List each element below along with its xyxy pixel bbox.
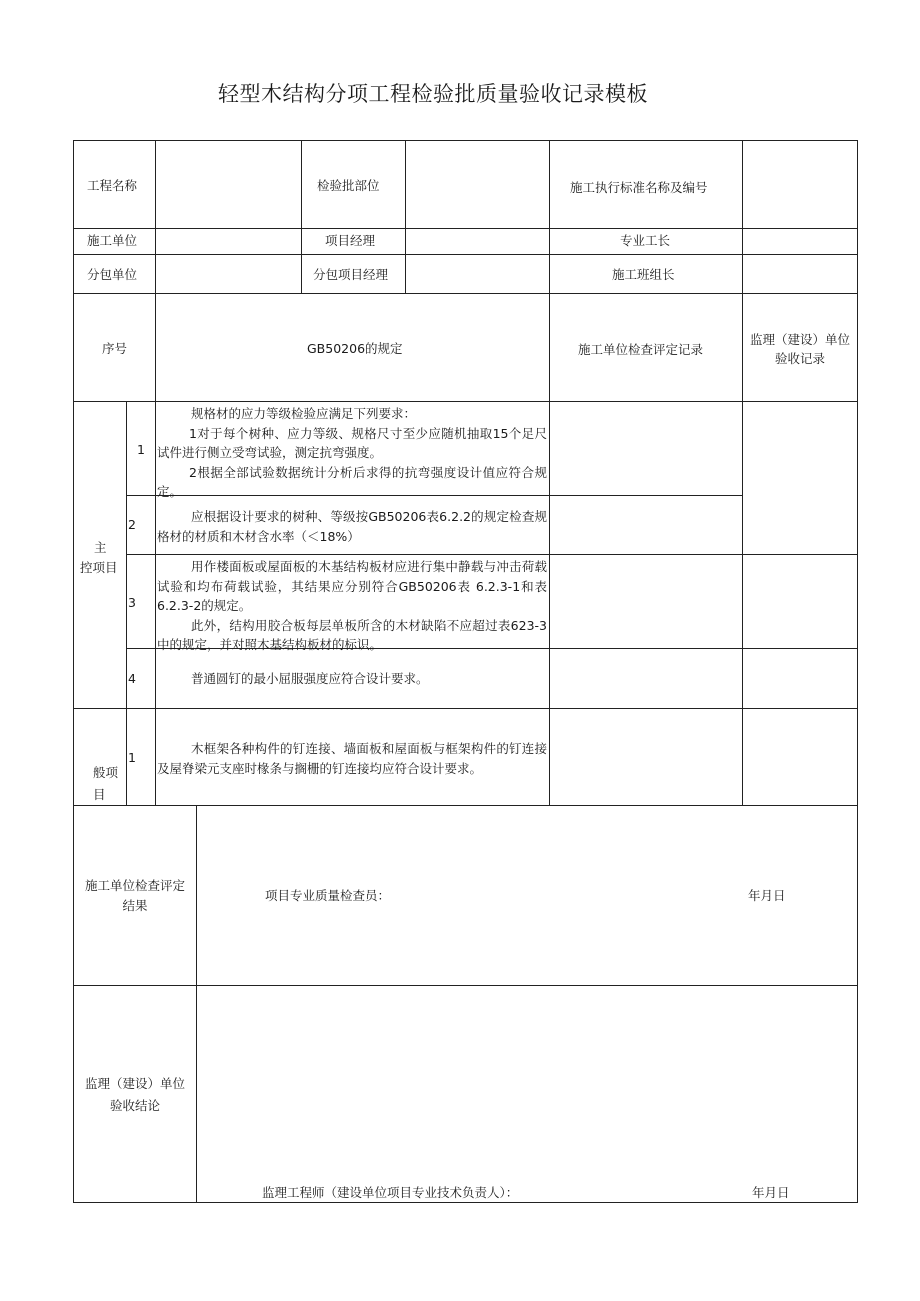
contractor-date: 年月日 [748, 888, 786, 903]
main-item-4-text [157, 669, 547, 689]
contractor-label: 施工单位 [87, 233, 138, 248]
main-control-label [80, 538, 118, 578]
main-item-2-line: 应根据设计要求的树种、等级按GB50206表6.2.2的规定检查规格材的材质和木材含水率（＜18%） [157, 509, 547, 544]
grid-line [73, 401, 858, 402]
main-item-1-no: 1 [137, 442, 145, 457]
supervisor-record-header [743, 330, 857, 368]
grid-line [549, 140, 550, 806]
main-item-1-line: 规格材的应力等级检验应满足下列要求： [191, 406, 417, 421]
subcontractor-label: 分包单位 [87, 267, 138, 282]
supervisor-date: 年月日 [752, 1185, 790, 1200]
main-item-3-no: 3 [128, 595, 136, 610]
standard-label: 施工执行标准名称及编号 [570, 180, 708, 195]
contractor-result-label-line2: 结果 [122, 898, 148, 913]
general-item-1-line: 木框架各种构件的钉连接、墙面板和屋面板与框架构件的钉连接及屋脊梁元支座时椽条与搁栅的钉连接均应符合设计要求。 [157, 741, 547, 776]
foreman-label: 专业工长 [620, 233, 671, 248]
grid-line [73, 254, 858, 255]
supervising-engineer-label: 监理工程师（建设单位项目专业技术负责人）： [262, 1185, 519, 1200]
grid-line [405, 140, 406, 294]
contractor-record-header: 施工单位检查评定记录 [578, 342, 704, 357]
supervisor-result-label-line2: 验收结论 [109, 1098, 160, 1113]
main-item-1-line: 2根据全部试验数据统计分析后求得的抗弯强度设计值应符合规定。 [157, 464, 547, 499]
project-manager-label: 项目经理 [325, 233, 376, 248]
main-item-2-no: 2 [128, 517, 136, 532]
grid-line [857, 140, 858, 1203]
grid-line [73, 293, 858, 294]
grid-line [155, 140, 156, 806]
page-title: 轻型木结构分项工程检验批质量验收记录模板 [218, 82, 648, 106]
grid-line [73, 140, 858, 141]
grid-line [73, 140, 74, 1203]
general-label-line1: 般项 [93, 765, 119, 780]
grid-line [126, 554, 858, 555]
main-control-label-line1: 主 [94, 540, 107, 555]
main-item-3-text [157, 557, 547, 655]
main-item-1-text [157, 404, 547, 502]
grid-line [73, 228, 858, 229]
main-item-2-text [157, 507, 547, 546]
general-label-line2: 目 [93, 787, 106, 802]
inspection-lot-label: 检验批部位 [317, 178, 380, 193]
general-item-1-no: 1 [128, 750, 136, 765]
grid-line [126, 401, 127, 806]
general-item-1-text [157, 739, 547, 778]
main-item-4-line: 普通圆钉的最小屈服强度应符合设计要求。 [191, 671, 429, 686]
main-item-4-no: 4 [128, 671, 136, 686]
grid-line [73, 1202, 858, 1203]
team-leader-label: 施工班组长 [612, 267, 675, 282]
grid-line [73, 805, 858, 806]
contractor-result-label-line1: 施工单位检查评定 [84, 878, 185, 893]
main-control-label-line2: 控项目 [80, 560, 118, 575]
supervisor-record-header-line2: 验收记录 [774, 351, 825, 366]
supervisor-result-label-line1: 监理（建设）单位 [84, 1076, 185, 1091]
grid-line [73, 708, 858, 709]
project-name-label: 工程名称 [87, 178, 138, 193]
contractor-result-label [74, 876, 196, 916]
grid-line [73, 985, 858, 986]
general-label [78, 762, 118, 806]
spec-header: GB50206的规定 [307, 341, 403, 356]
main-item-3-line: 用作楼面板或屋面板的木基结构板材应进行集中静载与冲击荷载试验和均布荷载试验，其结果应分别符合GB50206表 6.2.3-1和表6.2.3-2的规定。 [157, 559, 547, 613]
seq-header: 序号 [102, 341, 128, 356]
supervisor-record-header-line1: 监理（建设）单位 [749, 332, 850, 347]
grid-line [301, 140, 302, 294]
supervisor-result-label [74, 1073, 196, 1117]
main-item-1-line: 1对于每个树种、应力等级、规格尺寸至少应随机抽取15个足尺试件进行侧立受弯试验，测定抗弯强度。 [157, 425, 547, 460]
sub-project-manager-label: 分包项目经理 [313, 267, 389, 282]
quality-inspector-label: 项目专业质量检查员： [265, 888, 391, 903]
main-item-3-line: 此外，结构用胶合板每层单板所含的木材缺陷不应超过表623-3中的规定，并对照木基结构板材的标识。 [157, 617, 547, 652]
grid-line [196, 805, 197, 1203]
grid-line [742, 140, 743, 806]
